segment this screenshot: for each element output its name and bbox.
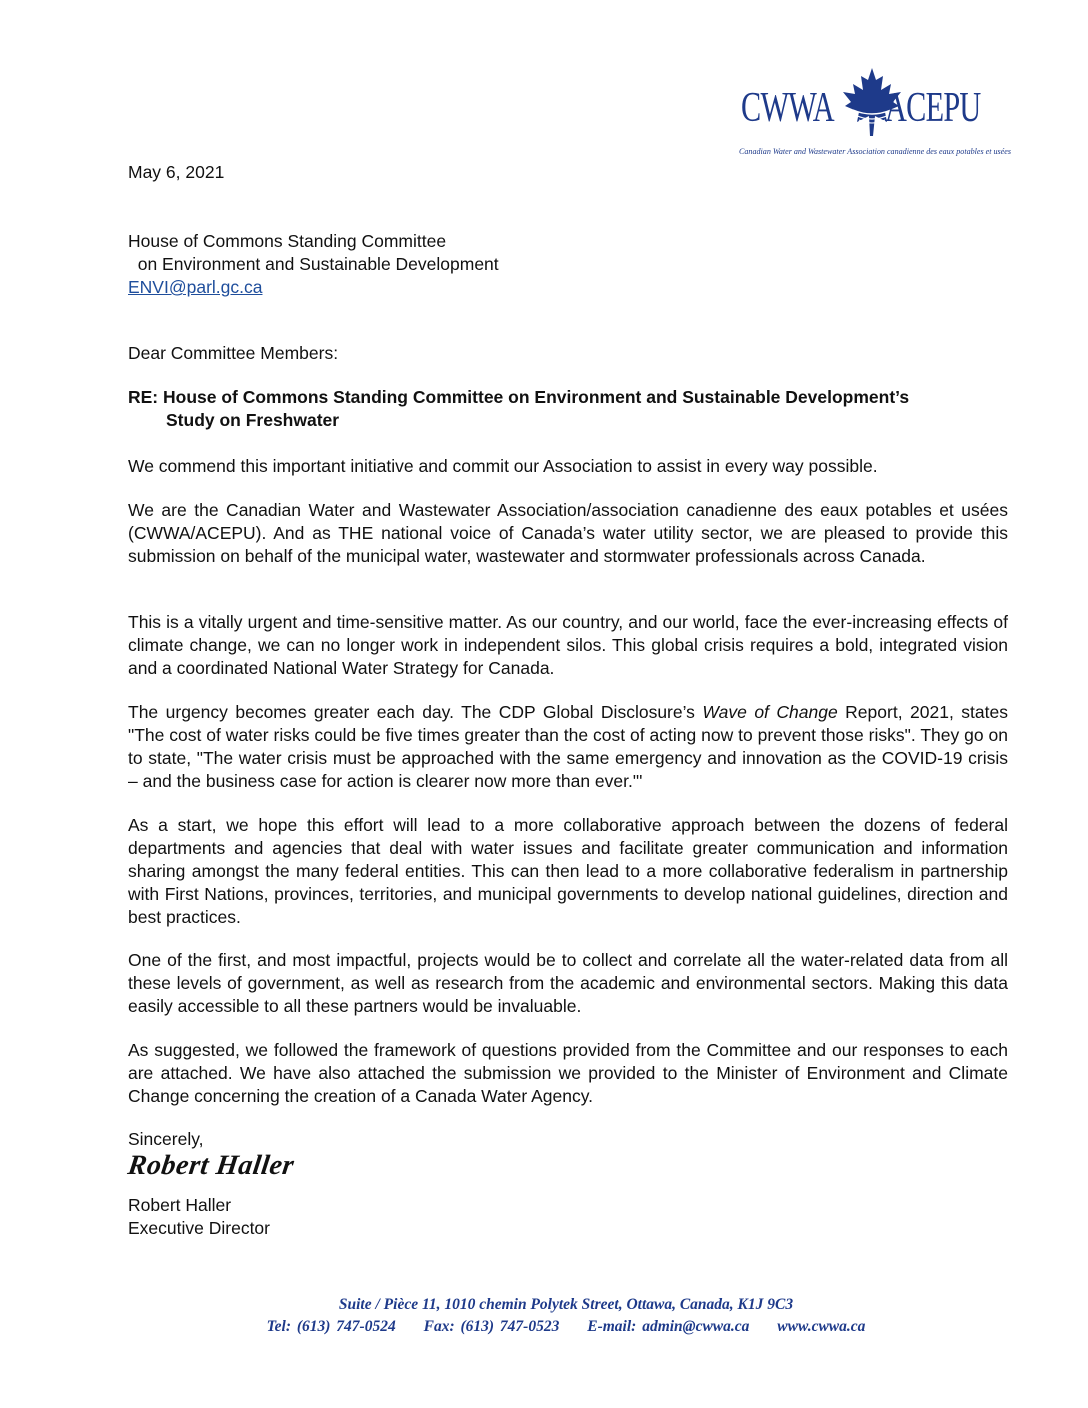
paragraph-6-text: One of the first, and most impactful, projects would be to collect and correlate all the water-related data from all these levels of government, as well as research from the academic and environmental sectors. Making this data easily accessible to all these partners would be invaluable. [128, 950, 1008, 1016]
footer-contact [22, 1318, 1088, 1336]
logo-left-text: CWWA [741, 85, 834, 131]
report-title-italic: Wave of Change [702, 702, 838, 722]
paragraph-4-part-b: Report, 2021, states "The cost of water risks could be five times greater than the cost of acting now to prevent those risks". They go on to state, "The water crisis must be approached with the same emergency and innovation as the COVID-19 crisis – and the business case for action is clearer now more than ever."' [128, 702, 1008, 791]
footer-email[interactable]: E-mail: admin@cwwa.ca [587, 1318, 750, 1335]
handwritten-signature: Robert Haller [125, 1150, 297, 1181]
paragraph-3-text: This is a vitally urgent and time-sensitive matter. As our country, and our world, face the ever-increasing effects of climate change, we can no longer work in independent silos. This global crisis requires a bold, integrated vision and a coordinated National Water Strategy for Canada. [128, 612, 1008, 678]
paragraph-7-text: As suggested, we followed the framework of questions provided from the Committee and our responses to each are attached. We have also attached the submission we provided to the Minister of Environment and Climate Change concerning the creation of a Canada Water Agency. [128, 1040, 1008, 1106]
signatory-title: Executive Director [128, 1218, 270, 1238]
letter-date: May 6, 2021 [128, 162, 225, 182]
footer-tel: Tel: (613) 747-0524 [266, 1318, 396, 1335]
subject-line-2: Study on Freshwater [166, 410, 340, 430]
paragraph-4 [128, 701, 1008, 793]
paragraph-2-text: We are the Canadian Water and Wastewater Association/association canadienne des eaux potables et usées (CWWA/ACEPU). And as THE national voice of Canada’s water utility sector, we are pleased to provide this submission on behalf of the municipal water, wastewater and stormwater professionals across Canada. [128, 500, 1008, 566]
signatory-name: Robert Haller [128, 1195, 232, 1215]
logo-right-text: ACEPU [885, 85, 981, 131]
recipient-line-2: on Environment and Sustainable Development [128, 254, 499, 274]
paragraph-7 [128, 1039, 1008, 1108]
closing-salutation: Sincerely, [128, 1129, 204, 1149]
footer-fax: Fax: (613) 747-0523 [423, 1318, 560, 1335]
paragraph-1-text: We commend this important initiative and commit our Association to assist in every way possible. [128, 456, 878, 476]
paragraph-5 [128, 814, 1008, 929]
cwwa-acepu-logo [735, 66, 1010, 162]
logo-tagline: Canadian Water and Wastewater Association canadienne des eaux potables et usées [739, 146, 1011, 156]
paragraph-4-part-a: The urgency becomes greater each day. The CDP Global Disclosure’s [128, 702, 703, 722]
recipient-line-1: House of Commons Standing Committee [128, 231, 447, 251]
subject-line [128, 386, 1008, 432]
footer-website[interactable]: www.cwwa.ca [777, 1318, 866, 1335]
paragraph-3 [128, 611, 1008, 680]
footer-address: Suite / Pièce 11, 1010 chemin Polytek Street, Ottawa, Canada, K1J 9C3 [338, 1296, 794, 1313]
recipient-email-link[interactable]: ENVI@parl.gc.ca [128, 277, 263, 297]
paragraph-6 [128, 949, 1008, 1018]
greeting: Dear Committee Members: [128, 343, 339, 363]
subject-line-1: RE: House of Commons Standing Committee on Environment and Sustainable Development’s [128, 387, 910, 407]
paragraph-5-text: As a start, we hope this effort will lead to a more collaborative approach between the dozens of federal departments and agencies that deal with water issues and facilitate greater communication and information sharing amongst the many federal entities. This can then lead to a more collaborative federalism in partnership with First Nations, provinces, territories, and municipal governments to develop national guidelines, direction and best practices. [128, 815, 1008, 927]
paragraph-2 [128, 499, 1008, 568]
paragraph-4-text [128, 701, 1008, 793]
paragraph-1 [128, 455, 1008, 478]
recipient-address [128, 230, 499, 299]
